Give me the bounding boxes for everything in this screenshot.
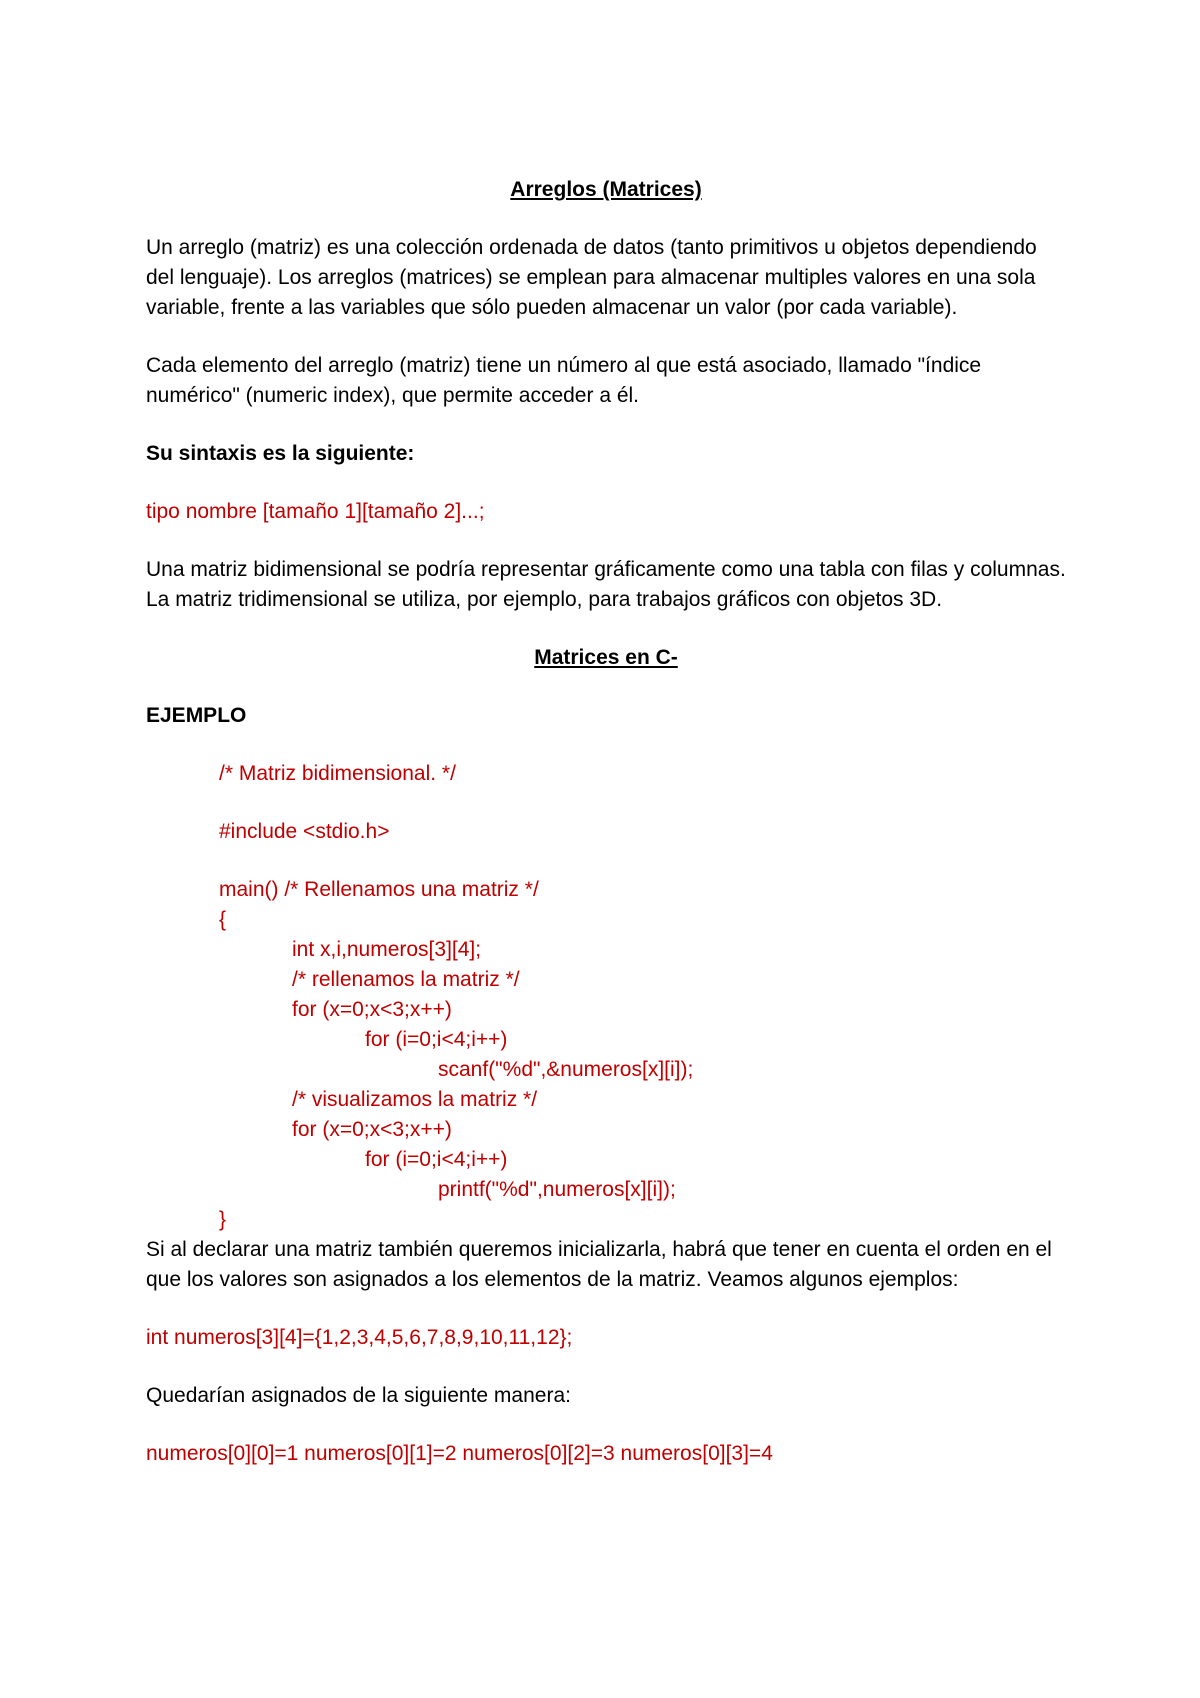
spacer [146,673,1066,701]
spacer [146,469,1066,497]
init-paragraph: Si al declarar una matriz también queremos inicializarla, habrá que tener en cuenta el orden en el que los valores son asignados a los elementos de la matriz. Veamos algunos ejemplos: [146,1238,1052,1291]
spacer [146,789,1066,817]
code-line: for (i=0;i<4;i++) [365,1148,508,1171]
code-block [146,759,1066,1235]
intro-paragraph: Un arreglo (matriz) es una colección ordenada de datos (tanto primitivos u objetos dependiendo del lenguaje). Los arreglos (matrices) se emplean para almacenar multiples valores en una sola variable, frente a las variables que sólo pueden almacenar un valor (por cada variable). [146,236,1037,319]
code-line: } [219,1208,227,1231]
code-line: /* Matriz bidimensional. */ [219,762,456,785]
code-line: printf("%d",numeros[x][i]); [438,1178,676,1201]
spacer [146,615,1066,643]
code-line: /* visualizamos la matriz */ [292,1088,538,1111]
section-subtitle: Matrices en C- [534,646,678,669]
code-line: for (x=0;x<3;x++) [292,998,452,1021]
code-line: #include <stdio.h> [219,820,390,843]
init-code: int numeros[3][4]={1,2,3,4,5,6,7,8,9,10,11,12}; [146,1326,573,1349]
spacer [146,847,1066,875]
assign-code: numeros[0][0]=1 numeros[0][1]=2 numeros[0][2]=3 numeros[0][3]=4 [146,1442,773,1465]
spacer [146,205,1066,233]
spacer [146,1411,1066,1439]
dimension-paragraph: Una matriz bidimensional se podría representar gráficamente como una tabla con filas y columnas. La matriz tridimensional se utiliza, por ejemplo, para trabajos gráficos con objetos 3D. [146,558,1066,611]
index-paragraph: Cada elemento del arreglo (matriz) tiene un número al que está asociado, llamado "índice numérico" (numeric index), que permite acceder a él. [146,354,982,407]
code-line: main() /* Rellenamos una matriz */ [219,878,539,901]
code-line: { [219,908,227,931]
syntax-heading: Su sintaxis es la siguiente: [146,442,415,465]
example-heading: EJEMPLO [146,704,247,727]
code-line: int x,i,numeros[3][4]; [292,938,482,961]
spacer [146,323,1066,351]
code-line: scanf("%d",&numeros[x][i]); [438,1058,694,1081]
spacer [146,731,1066,759]
spacer [146,1295,1066,1323]
code-line: for (x=0;x<3;x++) [292,1118,452,1141]
syntax-code: tipo nombre [tamaño 1][tamaño 2]...; [146,500,485,523]
page-title: Arreglos (Matrices) [510,178,702,201]
assigned-paragraph: Quedarían asignados de la siguiente manera: [146,1384,571,1407]
spacer [146,411,1066,439]
code-line: for (i=0;i<4;i++) [365,1028,508,1051]
spacer [146,1353,1066,1381]
spacer [146,527,1066,555]
document-page [146,175,1066,1469]
code-line: /* rellenamos la matriz */ [292,968,520,991]
